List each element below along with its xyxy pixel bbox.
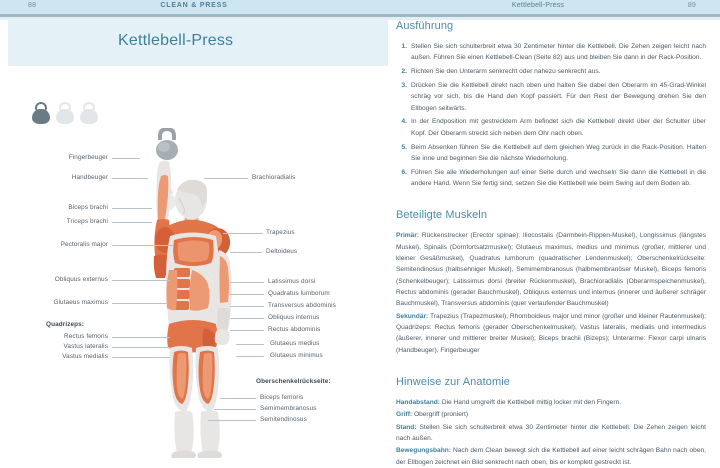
anatomy-notes-list <box>396 397 706 468</box>
leader-line <box>112 245 174 246</box>
leader-line <box>112 357 170 358</box>
anatomy-label-glutaeus-maximus: Glutaeus maximus <box>53 299 108 306</box>
anatomy-label-biceps-brachi: Biceps brachi <box>68 204 108 211</box>
page-title: Kettlebell-Press <box>118 32 234 49</box>
step-text: Führen Sie alle Wiederholungen auf einer Seite durch und wechseln Sie dann die Kettlebell in die andere Hand. Wenn Sie fertig sind, setzen Sie die Kettlebell wie beim Swing auf dem Boden ab. <box>411 168 706 188</box>
leader-line <box>112 303 168 304</box>
anatomy-label-brachioradialis: Brachioradialis <box>252 174 296 181</box>
anatomy-label-semimembranosus: Semimembranosus <box>260 405 317 412</box>
anatomy-note-item <box>396 445 706 468</box>
leader-line <box>112 208 152 209</box>
leader-line <box>112 337 170 338</box>
leader-line <box>112 178 148 179</box>
section-title-right: Kettlebell-Press <box>511 2 565 9</box>
figure-area <box>8 128 388 458</box>
anatomy-group-heading-quadrizeps: Quadrizeps: <box>46 321 85 328</box>
anatomy-label-deltoideus: Deltoideus <box>266 248 298 255</box>
anatomy-label-obliquus-externus: Obliquus externus <box>54 276 108 283</box>
note-text: Nach dem Clean bewegt sich die Kettlebell auf einer leicht schrägen Bahn nach oben, der Ellbogen zeichnet ein Bild senkrecht nach oben, bis er komplett gestreckt ist. <box>396 447 706 466</box>
execution-step <box>396 116 706 139</box>
step-number: 1. <box>401 43 407 50</box>
execution-step <box>396 66 706 77</box>
leader-line <box>112 222 152 223</box>
leader-line <box>230 306 264 307</box>
anatomy-note-item <box>396 409 706 420</box>
step-number: 4. <box>401 118 407 126</box>
heading-beteiligte-muskeln: Beteiligte Muskeln <box>396 209 488 222</box>
step-text: Drücken Sie die Kettlebell direkt nach oben und halten Sie dabei den Oberarm im 45-Grad-Winkel schräg vor sich, bis die Hand den Kopf passiert. Für den Rest der Bewegung drehen Sie den Ellbogen seitwärts. <box>411 81 706 112</box>
anatomy-label-glutaeus-minimus: Glutaeus minimus <box>270 352 323 359</box>
muscles-secondary-text: Trapezius (Trapezmuskel), Rhomboideus major und minor (großer und kleiner Rautenmuskel); Quadrizeps: Rectus femoris (gerader Oberschenkelmuskel), Vastus lateralis, medialis und intermedius (äußerer, innerer und mittlerer breiter Muskel); Biceps brachii (Bizeps); Unterarme: Flexor carpi ulnaris (Handbeuger), Fingerbeuger <box>396 312 706 354</box>
anatomy-label-rectus-femoris: Rectus femoris <box>63 333 108 340</box>
anatomy-label-transversus-abdominis: Transversus abdominis <box>268 302 336 309</box>
leader-line <box>112 347 170 348</box>
leader-line <box>236 344 264 345</box>
step-text: Richten Sie den Unterarm senkrecht oder nahezu senkrecht aus. <box>411 68 601 76</box>
leader-line <box>112 158 140 159</box>
anatomy-label-handbeuger: Handbeuger <box>71 174 108 181</box>
leader-line <box>112 280 170 281</box>
leader-line <box>230 294 264 295</box>
muscles-primary-label: Primär: <box>396 232 420 240</box>
anatomy-label-vastus-lateralis: Vastus lateralis <box>63 343 108 350</box>
execution-step <box>396 167 706 190</box>
step-number: 2. <box>401 68 407 76</box>
muscles-secondary-label: Sekundär: <box>396 312 429 320</box>
note-text: Stellen Sie sich schulterbreit etwa 30 Zentimeter hinter die Kettlebell. Die Zehen zeigen leicht nach außen. <box>396 423 706 443</box>
left-column <box>0 20 388 455</box>
anatomy-label-quadratus-lumborum: Quadratus lumborum <box>268 290 330 297</box>
folio-right: 89 <box>687 2 696 9</box>
execution-step <box>396 142 706 165</box>
anatomy-note-item <box>396 397 706 408</box>
step-number: 5. <box>401 143 407 151</box>
anatomy-label-pectoralis-major: Pectoralis major <box>60 241 108 248</box>
step-text: In der Endposition mit gestrecktem Arm befindet sich die Kettlebell direkt über der Schulter über Kopf. Der Oberarm streckt sich neben dem Ohr nach oben. <box>411 118 706 137</box>
step-number: 6. <box>401 168 407 176</box>
leader-line <box>230 330 264 331</box>
kettlebell-overhead-icon <box>156 128 178 160</box>
muscles-primary <box>396 230 706 309</box>
anatomy-label-semitendinosus: Semitendinosus <box>260 416 307 423</box>
leader-line <box>220 398 256 399</box>
note-label: Stand: <box>396 423 417 431</box>
note-text: Die Hand umgreift die Kettlebell mittig locker mit den Fingern. <box>441 399 622 407</box>
muscles-primary-text: Rückenstrecker (Erector spinae): Iliocostalis (Darmbein-Rippen-Muskel), Longissimus (längstes Muskel), Spinalis (Dornfortsatzmuskel); Glutaeus maximus, medius und minimus (großer, mittlerer und kleiner Gesäßmuskel), Quadratus lumborum (quadratischer Lendenmuskel); Oberschenkelrückseite: Semitendinosus (halbsehniger Muskel), Semimembranosus (halbmembranöser Muskel), Biceps femoris (Schenkelbeuger); Latissimus dorsi (breiter Rückenmuskel), Brachioradialis (Oberarmspeichenmuskel), Rectus abdominis (gerader Bauchmuskel), Obliquus externus und internus (innerer und äußerer schräger Bauchmuskel), Transversus abdominis (quer verlaufender Bauchmuskel) <box>396 232 706 308</box>
leader-line <box>230 252 262 253</box>
kettlebell-icon <box>56 102 74 124</box>
anatomy-label-obliquus-internus: Obliquus internus <box>268 314 320 321</box>
muscles-secondary <box>396 311 706 356</box>
note-label: Bewegungsbahn: <box>396 447 451 455</box>
anatomy-note-item <box>396 422 706 445</box>
title-band <box>8 20 388 66</box>
anatomy-label-triceps-brachi: Triceps brachi <box>66 218 108 225</box>
note-label: Handabstand: <box>396 399 440 407</box>
running-header <box>0 0 720 14</box>
leader-line <box>223 233 263 234</box>
execution-steps-list <box>396 41 706 189</box>
anatomy-label-vastus-medialis: Vastus medialis <box>62 353 108 360</box>
anatomy-label-trapezius: Trapezius <box>266 229 295 236</box>
leader-line <box>214 409 256 410</box>
anatomy-label-biceps-femoris: Biceps femoris <box>260 394 304 401</box>
leader-line <box>236 356 264 357</box>
leader-line <box>230 318 264 319</box>
step-number: 3. <box>401 81 407 89</box>
kettlebell-icon <box>32 102 50 124</box>
right-column <box>396 20 706 466</box>
folio-left: 88 <box>28 2 37 9</box>
leader-line <box>230 282 264 283</box>
kettlebell-icon <box>80 102 98 124</box>
anatomy-label-fingerbeuger: Fingerbeuger <box>68 154 108 161</box>
difficulty-rating <box>32 102 98 124</box>
anatomy-label-glutaeus-medius: Glutaeus medius <box>270 340 320 347</box>
anatomy-group-heading-oberschenkelrueckseite: Oberschenkelrückseite: <box>256 378 331 385</box>
step-text: Stellen Sie sich schulterbreit etwa 30 Zentimeter hinter die Kettlebell. Die Zehen zeigen leicht nach außen. Führen Sie einen Kettlebell-Clean (Seite 82) aus und bleiben Sie dann in der Rack-Position. <box>411 43 706 62</box>
heading-hinweise-zur-anatomie: Hinweise zur Anatomie <box>396 376 510 389</box>
leader-line <box>208 420 256 421</box>
heading-ausfuehrung: Ausführung <box>396 20 454 32</box>
section-title-left: CLEAN & PRESS <box>160 2 228 9</box>
note-text: Obergriff (proniert) <box>413 411 469 419</box>
note-label: Griff: <box>396 411 413 419</box>
anatomy-label-rectus-abdominis: Rectus abdominis <box>268 326 321 333</box>
execution-step <box>396 41 706 64</box>
execution-step <box>396 80 706 114</box>
step-text: Beim Absenken führen Sie die Kettlebell auf dem gleichen Weg zurück in die Rack-Position. Halten Sie inne und beginnen Sie die nächste Wiederholung. <box>411 143 706 162</box>
anatomy-label-latissimus-dorsi: Latissimus dorsi <box>268 278 316 285</box>
leader-line <box>204 178 248 179</box>
